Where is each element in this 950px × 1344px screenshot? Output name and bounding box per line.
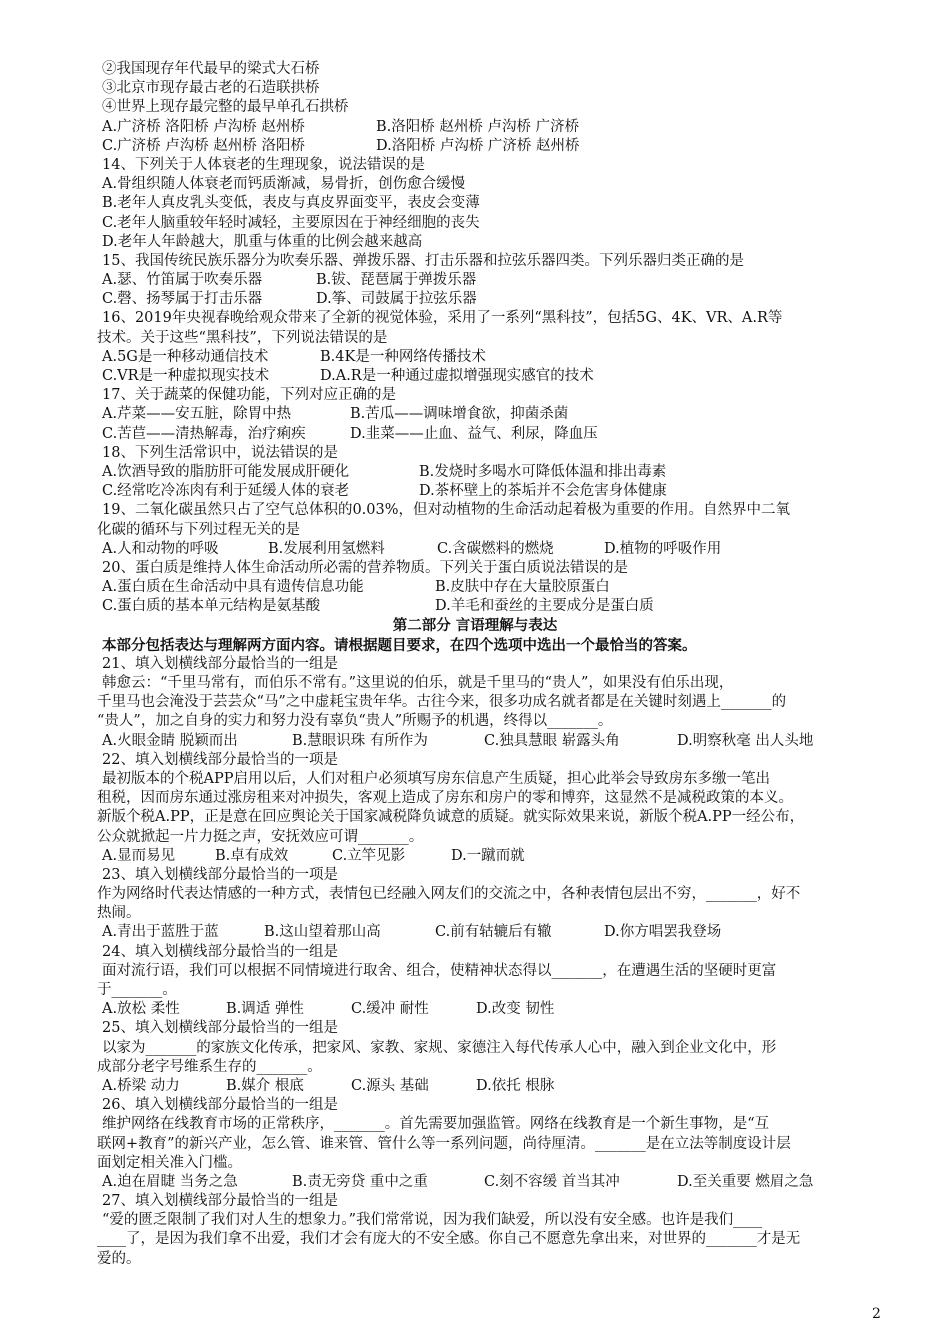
line-text: 韩愈云：“千里马常有，而伯乐不常有。”这里说的伯乐，就是千里马的“贵人”，如果没有伯乐出现，: [102, 675, 734, 691]
option-text: D.A.R是一种通过虚拟增强现实感官的技术: [320, 368, 594, 384]
text-line: [0, 578, 950, 597]
line-text: ②我国现存年代最早的梁式大石桥: [102, 61, 320, 77]
text-line: [0, 482, 950, 501]
text-line: [0, 1000, 950, 1019]
line-text: 17、关于蔬菜的保健功能，下列对应正确的是: [102, 387, 396, 404]
document-body: [0, 60, 950, 1269]
text-line: [0, 194, 950, 213]
option-text: C.含碳燃料的燃烧: [437, 540, 554, 557]
text-line: [0, 962, 950, 981]
line-text: 21、填入划横线部分最恰当的一组是: [102, 655, 338, 672]
line-text: 维护网络在线教育市场的正常秩序，_______。首先需要加强监管。网络在线教育是一个新生事物，是“互: [102, 1116, 770, 1133]
option-text: C.缓冲 耐性: [351, 1001, 429, 1018]
text-line: [0, 156, 950, 175]
line-text: 26、填入划横线部分最恰当的一组是: [102, 1097, 338, 1114]
option-text: C.刻不容缓 首当其冲: [484, 1173, 620, 1190]
line-text: C.磬、扬琴属于打击乐器: [102, 291, 263, 308]
line-text: 16、2019年央视春晚给观众带来了全新的视觉体验，采用了一系列“黑科技”，包括5G、4K、VR、A.R等: [102, 310, 783, 327]
text-line: [0, 1154, 950, 1173]
text-line: [0, 1230, 950, 1249]
text-line: [0, 616, 950, 635]
line-text: 本部分包括表达与理解两方面内容。请根据题目要求，在四个选项中选出一个最恰当的答案。: [102, 636, 697, 654]
line-text: 公众就掀起一片力挺之声，安抚效应可谓_______。: [97, 828, 424, 845]
line-text: 爱的。: [97, 1250, 141, 1267]
text-line: [0, 828, 950, 847]
text-line: [0, 98, 950, 117]
line-text: 27、填入划横线部分最恰当的一组是: [102, 1193, 338, 1210]
line-text: A.蛋白质在生命活动中具有遗传信息功能: [102, 579, 364, 596]
option-text: D.羊毛和蚕丝的主要成分是蛋白质: [435, 598, 654, 615]
text-line: [0, 789, 950, 808]
line-text: 千里马也会淹没于芸芸众“马”之中虚耗宝贵年华。古往今来，很多功成名就者都是在关键时刻遇上_______的: [97, 694, 787, 711]
text-line: [0, 1250, 950, 1269]
text-line: [0, 60, 950, 79]
line-text: C.老年人脑重较年轻时减轻，主要原因在于神经细胞的丧失: [102, 214, 480, 231]
text-line: [0, 1211, 950, 1230]
line-text: 面对流行语，我们可以根据不同情境进行取舍、组合，使精神状态得以_______，在遭遇生活的坚硬时更富: [102, 962, 777, 979]
line-text: 于_______。: [97, 982, 177, 998]
text-line: [0, 521, 950, 540]
line-text: “爱的匮乏限制了我们对人生的想象力。”我们常常说，因为我们缺爱，所以没有安全感。也许是我们____: [102, 1212, 763, 1229]
text-line: [0, 655, 950, 674]
option-text: B.责无旁贷 重中之重: [292, 1173, 428, 1190]
text-line: [0, 1096, 950, 1115]
option-text: C.立竿见影: [332, 847, 406, 864]
text-line: [0, 1039, 950, 1058]
line-text: 以家为_______的家族文化传承，把家风、家教、家规、家德注入每代传承人心中，融入到企业文化中，形: [102, 1039, 777, 1056]
text-line: [0, 1058, 950, 1077]
text-line: [0, 636, 950, 655]
line-text: 20、蛋白质是维持人体生命活动所必需的营养物质。下列关于蛋白质说法错误的是: [102, 559, 628, 576]
line-text: ④世界上现存最完整的最早单孔石拱桥: [102, 99, 349, 116]
line-text: A.迫在眉睫 当务之急: [102, 1173, 238, 1190]
text-line: [0, 540, 950, 559]
option-text: B.苦瓜——调味增食欲，抑菌杀菌: [350, 406, 569, 423]
line-text: 技术。关于这些“黑科技”，下列说法错误的是: [97, 329, 388, 346]
text-line: [0, 1115, 950, 1134]
option-text: D.茶杯壁上的茶垢并不会危害身体健康: [419, 483, 667, 500]
line-text: 22、填入划横线部分最恰当的一项是: [102, 751, 338, 768]
line-text: 租税，因而房东通过涨房租来对冲损失，客观上造成了房东和房户的零和博弈，这显然不是减税政策的本义。: [97, 790, 793, 807]
line-text: A.广济桥 洛阳桥 卢沟桥 赵州桥: [102, 118, 305, 135]
text-line: [0, 770, 950, 789]
option-text: B.发展利用氢燃料: [268, 540, 385, 557]
line-text: D.老年人年龄越大，肌重与体重的比例会越来越高: [102, 233, 423, 250]
line-text: A.火眼金睛 脱颖而出: [102, 732, 238, 749]
text-line: [0, 386, 950, 405]
text-line: [0, 290, 950, 309]
text-line: [0, 923, 950, 942]
option-text: D.至关重要 燃眉之急: [677, 1173, 814, 1190]
text-line: [0, 866, 950, 885]
option-text: B.这山望着那山高: [264, 924, 381, 941]
line-text: C.经常吃冷冻肉有利于延缓人体的衰老: [102, 483, 350, 500]
option-text: D.改变 韧性: [476, 1001, 555, 1018]
line-text: A.桥梁 动力: [102, 1077, 180, 1094]
text-line: [0, 137, 950, 156]
option-text: D.你方唱罢我登场: [604, 924, 722, 941]
text-line: [0, 885, 950, 904]
option-text: D.筝、司鼓属于拉弦乐器: [316, 291, 477, 308]
text-line: [0, 118, 950, 137]
line-text: 14、下列关于人体衰老的生理现象，说法错误的是: [102, 156, 425, 173]
text-line: [0, 597, 950, 616]
text-line: [0, 367, 950, 386]
option-text: B.4K是一种网络传播技术: [320, 348, 486, 365]
text-line: [0, 732, 950, 751]
option-text: B.钹、琵琶属于弹拨乐器: [316, 272, 477, 289]
line-text: A.放松 柔性: [102, 1001, 180, 1018]
line-text: 新版个税A.PP，正是意在回应舆论关于国家减税降负诚意的质疑。就实际效果来说，新版个税A.PP一经公布，: [97, 809, 805, 826]
text-line: [0, 693, 950, 712]
option-text: B.卓有成效: [215, 847, 289, 864]
text-line: [0, 559, 950, 578]
option-text: D.一蹴而就: [451, 847, 525, 864]
line-text: A.人和动物的呼吸: [102, 540, 219, 557]
line-text: 19、二氧化碳虽然只占了空气总体积的0.03%，但对动植物的生命活动起着极为重要的作用。自然界中二氧: [102, 502, 791, 519]
line-text: A.显而易见: [102, 847, 176, 864]
text-line: [0, 175, 950, 194]
text-line: [0, 674, 950, 693]
line-text: A.骨组织随人体衰老而钙质渐减，易骨折，创伤愈合缓慢: [102, 176, 466, 193]
text-line: [0, 252, 950, 271]
option-text: C.前有轱辘后有辙: [435, 924, 552, 941]
text-line: [0, 847, 950, 866]
text-line: [0, 501, 950, 520]
text-line: [0, 1077, 950, 1096]
line-text: 15、我国传统民族乐器分为吹奏乐器、弹拨乐器、打击乐器和拉弦乐器四类。下列乐器归类正确的是: [102, 252, 744, 269]
line-text: 最初版本的个税APP启用以后，人们对租户必须填写房东信息产生质疑，担心此举会导致房东多缴一笔出: [102, 770, 770, 787]
line-text: A.5G是一种移动通信技术: [102, 348, 269, 365]
line-text: A.青出于蓝胜于蓝: [102, 924, 219, 941]
option-text: B.调适 弹性: [226, 1001, 304, 1018]
line-text: 作为网络时代表达情感的一种方式，表情包已经融入网友们的交流之中，各种表情包层出不穷，_______，好不: [97, 886, 801, 903]
text-line: [0, 405, 950, 424]
text-line: [0, 79, 950, 98]
text-line: [0, 214, 950, 233]
line-text: C.蛋白质的基本单元结构是氨基酸: [102, 598, 321, 615]
text-line: [0, 348, 950, 367]
line-text: 24、填入划横线部分最恰当的一组是: [102, 943, 338, 960]
option-text: D.洛阳桥 卢沟桥 广济桥 赵州桥: [376, 137, 580, 154]
line-text: 化碳的循环与下列过程无关的是: [97, 521, 300, 538]
text-line: [0, 751, 950, 770]
line-text: B.老年人真皮乳头变低，表皮与真皮界面变平，表皮会变薄: [102, 195, 480, 212]
line-text: C.苦苣——清热解毒，治疗痢疾: [102, 425, 306, 442]
line-text: C.VR是一种虚拟现实技术: [102, 368, 270, 384]
text-line: [0, 1135, 950, 1154]
option-text: B.发烧时多喝水可降低体温和排出毒素: [419, 463, 667, 480]
text-line: [0, 309, 950, 328]
option-text: B.皮肤中存在大量胶原蛋白: [435, 579, 610, 596]
text-line: [0, 943, 950, 962]
page-number: 2: [872, 1306, 881, 1322]
line-text: ③北京市现存最古老的石造联拱桥: [102, 80, 320, 97]
text-line: [0, 981, 950, 1000]
line-text: 热闹。: [97, 905, 141, 922]
text-line: [0, 1019, 950, 1038]
option-text: B.媒介 根底: [226, 1077, 304, 1094]
option-text: D.依托 根脉: [476, 1077, 555, 1094]
line-text: 25、填入划横线部分最恰当的一组是: [102, 1020, 338, 1037]
option-text: C.源头 基础: [351, 1077, 429, 1094]
text-line: [0, 904, 950, 923]
option-text: B.洛阳桥 赵州桥 卢沟桥 广济桥: [376, 118, 580, 135]
line-text: 联网+教育”的新兴产业，怎么管、谁来管、管什么等一系列问题，尚待厘清。_______是在立法等制度设计层: [97, 1135, 791, 1152]
text-line: [0, 712, 950, 731]
text-line: [0, 463, 950, 482]
option-text: D.明察秋毫 出人头地: [677, 732, 814, 749]
option-text: C.独具慧眼 崭露头角: [484, 732, 620, 749]
text-line: [0, 271, 950, 290]
text-line: [0, 1192, 950, 1211]
line-text: 面划定相关准入门槛。: [97, 1154, 242, 1171]
line-text: C.广济桥 卢沟桥 赵州桥 洛阳桥: [102, 137, 306, 154]
line-text: 第二部分 言语理解与表达: [392, 617, 558, 635]
option-text: B.慧眼识珠 有所作为: [292, 732, 428, 749]
option-text: D.韭菜——止血、益气、利尿，降血压: [350, 425, 598, 442]
line-text: 成部分老字号维系生存的_______。: [97, 1058, 322, 1075]
text-line: [0, 233, 950, 252]
text-line: [0, 1173, 950, 1192]
line-text: A.芹菜——安五脏，除胃中热: [102, 406, 292, 423]
option-text: D.植物的呼吸作用: [604, 540, 722, 557]
line-text: 18、下列生活常识中，说法错误的是: [102, 444, 338, 461]
text-line: [0, 329, 950, 348]
line-text: A.瑟、竹笛属于吹奏乐器: [102, 272, 263, 289]
line-text: ____了，是因为我们拿不出爱，我们才会有庞大的不安全感。你自己不愿意先拿出来，对世界的_______才是无: [97, 1231, 801, 1248]
text-line: [0, 425, 950, 444]
line-text: 23、填入划横线部分最恰当的一项是: [102, 866, 338, 883]
text-line: [0, 444, 950, 463]
line-text: A.饮酒导致的脂肪肝可能发展成肝硬化: [102, 463, 350, 480]
line-text: “贵人”，加之自身的实力和努力没有辜负“贵人”所赐予的机遇，终得以_______。: [97, 713, 613, 730]
text-line: [0, 808, 950, 827]
